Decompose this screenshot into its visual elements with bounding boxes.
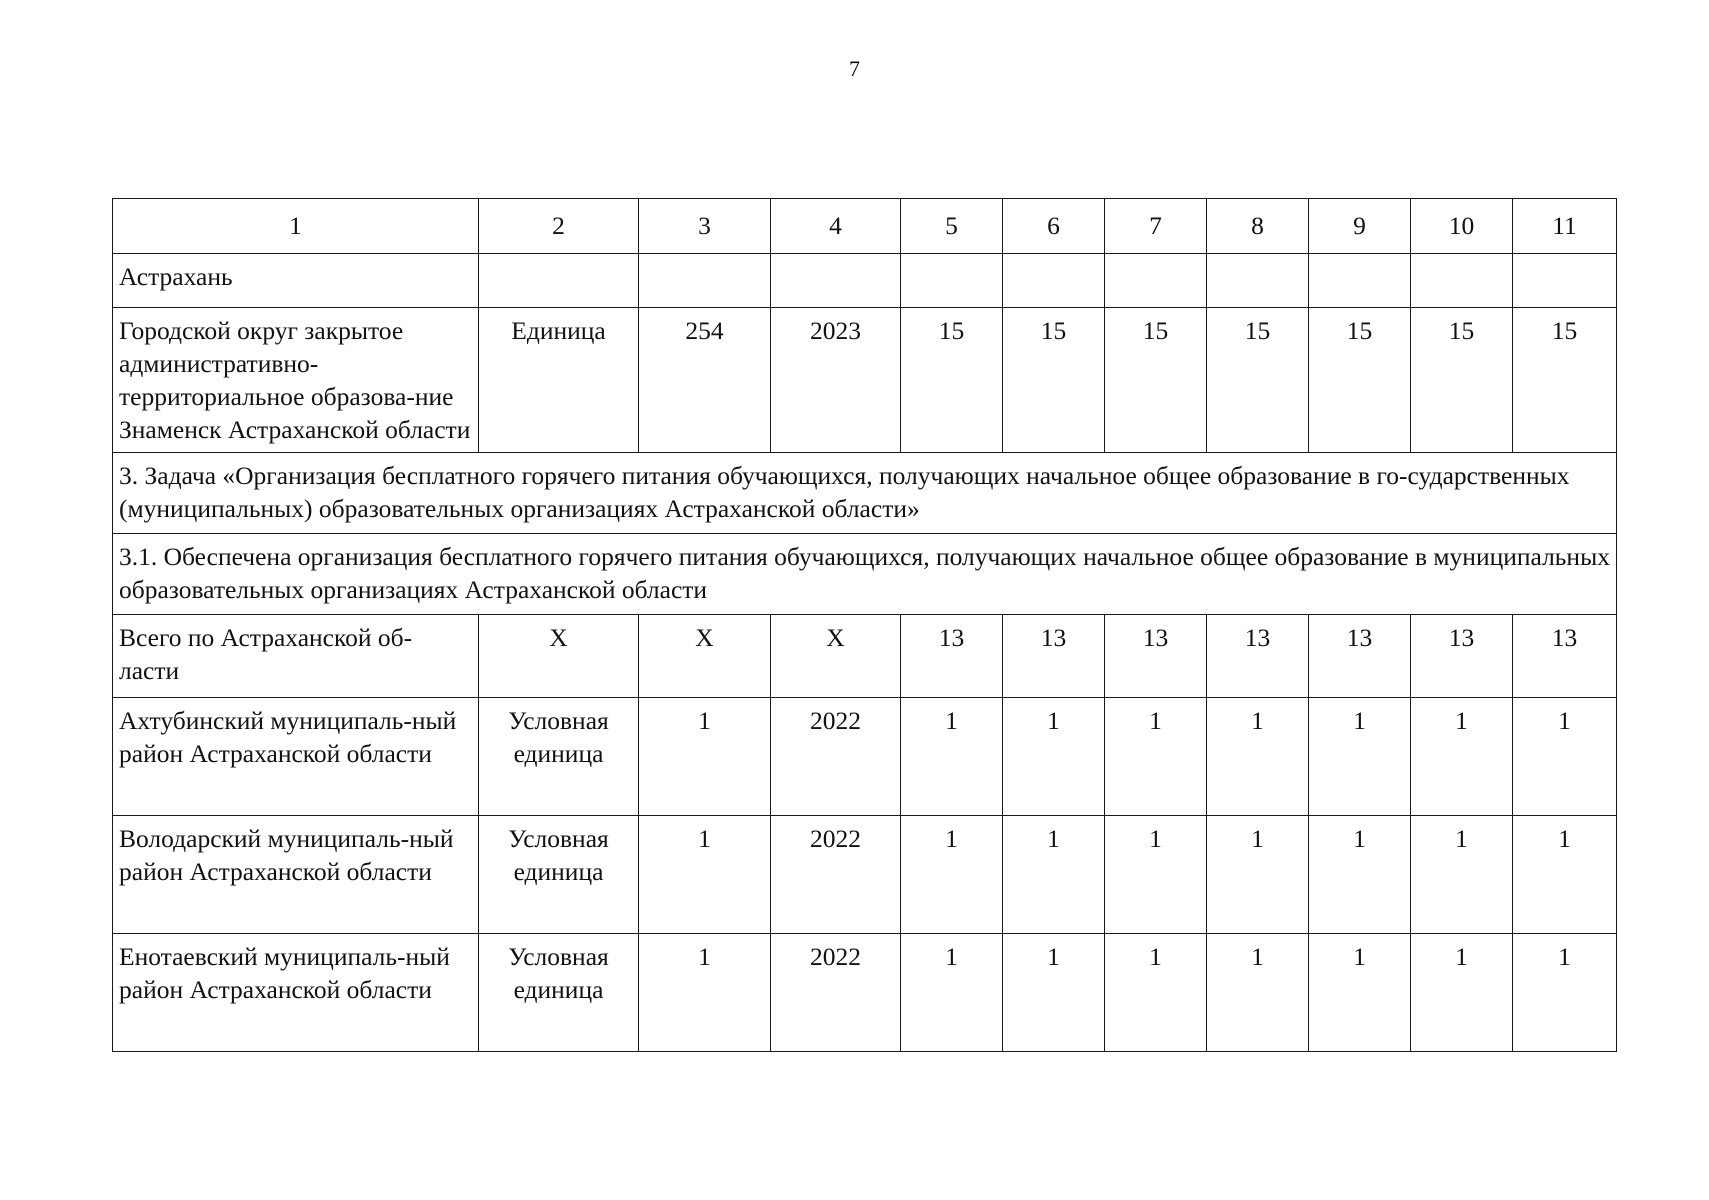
table-cell bbox=[1309, 254, 1411, 308]
table-cell: 1 bbox=[1513, 698, 1617, 816]
table-row bbox=[113, 934, 1617, 1052]
header-cell: 7 bbox=[1105, 199, 1207, 254]
table-cell: 1 bbox=[1411, 934, 1513, 1052]
table-cell bbox=[1411, 254, 1513, 308]
table-cell: Условная единица bbox=[479, 934, 639, 1052]
table-cell: 13 bbox=[1411, 615, 1513, 698]
table-cell: 1 bbox=[1411, 698, 1513, 816]
header-cell: 2 bbox=[479, 199, 639, 254]
table-cell: X bbox=[771, 615, 901, 698]
table-cell: 15 bbox=[901, 308, 1003, 453]
header-cell: 10 bbox=[1411, 199, 1513, 254]
table-cell: 1 bbox=[901, 698, 1003, 816]
table-cell: 2022 bbox=[771, 698, 901, 816]
table-cell: Условная единица bbox=[479, 698, 639, 816]
table-row bbox=[113, 254, 1617, 308]
header-cell: 11 bbox=[1513, 199, 1617, 254]
table-cell: 1 bbox=[1003, 816, 1105, 934]
table-cell bbox=[639, 254, 771, 308]
header-cell: 4 bbox=[771, 199, 901, 254]
table-cell: 1 bbox=[1513, 816, 1617, 934]
header-cell: 9 bbox=[1309, 199, 1411, 254]
table-cell: 15 bbox=[1513, 308, 1617, 453]
table-cell: 1 bbox=[1207, 816, 1309, 934]
table-cell: 13 bbox=[1207, 615, 1309, 698]
header-cell: 3 bbox=[639, 199, 771, 254]
task-cell: 3. Задача «Организация бесплатного горячего питания обучающихся, получающих начальное общее образование в го-сударственных (муниципальных) образовательных организациях Астраханской области» bbox=[113, 453, 1617, 534]
table-cell bbox=[1105, 254, 1207, 308]
table-cell: 1 bbox=[1207, 934, 1309, 1052]
row-label-cell: Всего по Астраханской об-ласти bbox=[113, 615, 479, 698]
row-label-cell: Енотаевский муниципаль-ный район Астраханской области bbox=[113, 934, 479, 1052]
row-label-cell: Городской округ закрытое административно-территориальное образова-ние Знаменск Астраханской области bbox=[113, 308, 479, 453]
table-cell bbox=[771, 254, 901, 308]
table-cell: 1 bbox=[639, 934, 771, 1052]
table-cell: 1 bbox=[1513, 934, 1617, 1052]
table-cell: 1 bbox=[1309, 816, 1411, 934]
table-cell: 13 bbox=[1513, 615, 1617, 698]
row-label-cell: Астрахань bbox=[113, 254, 479, 308]
table-cell bbox=[479, 254, 639, 308]
header-row bbox=[113, 199, 1617, 254]
table-cell: 1 bbox=[1309, 934, 1411, 1052]
table-cell: 15 bbox=[1309, 308, 1411, 453]
table-cell: 15 bbox=[1411, 308, 1513, 453]
table-cell: 2023 bbox=[771, 308, 901, 453]
table-cell bbox=[1513, 254, 1617, 308]
table-cell: Условная единица bbox=[479, 816, 639, 934]
table-cell: 1 bbox=[901, 934, 1003, 1052]
table-row bbox=[113, 816, 1617, 934]
table-cell: 13 bbox=[1309, 615, 1411, 698]
table-cell bbox=[1003, 254, 1105, 308]
table-cell: 1 bbox=[901, 816, 1003, 934]
table-cell: 15 bbox=[1207, 308, 1309, 453]
table-body-bottom bbox=[113, 615, 1617, 1052]
header-cell: 5 bbox=[901, 199, 1003, 254]
row-label-cell: Володарский муниципаль-ный район Астраханской области bbox=[113, 816, 479, 934]
table-cell bbox=[901, 254, 1003, 308]
table-row bbox=[113, 615, 1617, 698]
header-cell: 1 bbox=[113, 199, 479, 254]
table-body-top bbox=[113, 199, 1617, 453]
page-number: 7 bbox=[849, 56, 860, 81]
table-cell: Единица bbox=[479, 308, 639, 453]
header-cell: 8 bbox=[1207, 199, 1309, 254]
table-cell: 15 bbox=[1003, 308, 1105, 453]
table-cell: 15 bbox=[1105, 308, 1207, 453]
table-cell: 2022 bbox=[771, 816, 901, 934]
table-cell: 1 bbox=[1105, 698, 1207, 816]
table-cell: X bbox=[639, 615, 771, 698]
table-cell: 1 bbox=[1411, 816, 1513, 934]
task-row bbox=[113, 453, 1617, 534]
table-body-task bbox=[113, 453, 1617, 615]
table-cell: 1 bbox=[639, 816, 771, 934]
table-cell: 13 bbox=[1003, 615, 1105, 698]
table-cell: X bbox=[479, 615, 639, 698]
table-cell: 13 bbox=[901, 615, 1003, 698]
result-cell: 3.1. Обеспечена организация бесплатного горячего питания обучающихся, получающих начальное общее образование в муниципальных образовательных организациях Астраханской области bbox=[113, 534, 1617, 615]
table-cell: 1 bbox=[1207, 698, 1309, 816]
header-cell: 6 bbox=[1003, 199, 1105, 254]
result-row bbox=[113, 534, 1617, 615]
indicator-table bbox=[112, 198, 1617, 1052]
table-cell: 1 bbox=[1003, 698, 1105, 816]
table-cell: 1 bbox=[639, 698, 771, 816]
table-row bbox=[113, 308, 1617, 453]
table-cell bbox=[1207, 254, 1309, 308]
table-row bbox=[113, 698, 1617, 816]
table-cell: 1 bbox=[1309, 698, 1411, 816]
table-cell: 2022 bbox=[771, 934, 901, 1052]
table-cell: 1 bbox=[1105, 934, 1207, 1052]
table-cell: 13 bbox=[1105, 615, 1207, 698]
table-cell: 1 bbox=[1003, 934, 1105, 1052]
table-cell: 1 bbox=[1105, 816, 1207, 934]
table-cell: 254 bbox=[639, 308, 771, 453]
row-label-cell: Ахтубинский муниципаль-ный район Астраханской области bbox=[113, 698, 479, 816]
